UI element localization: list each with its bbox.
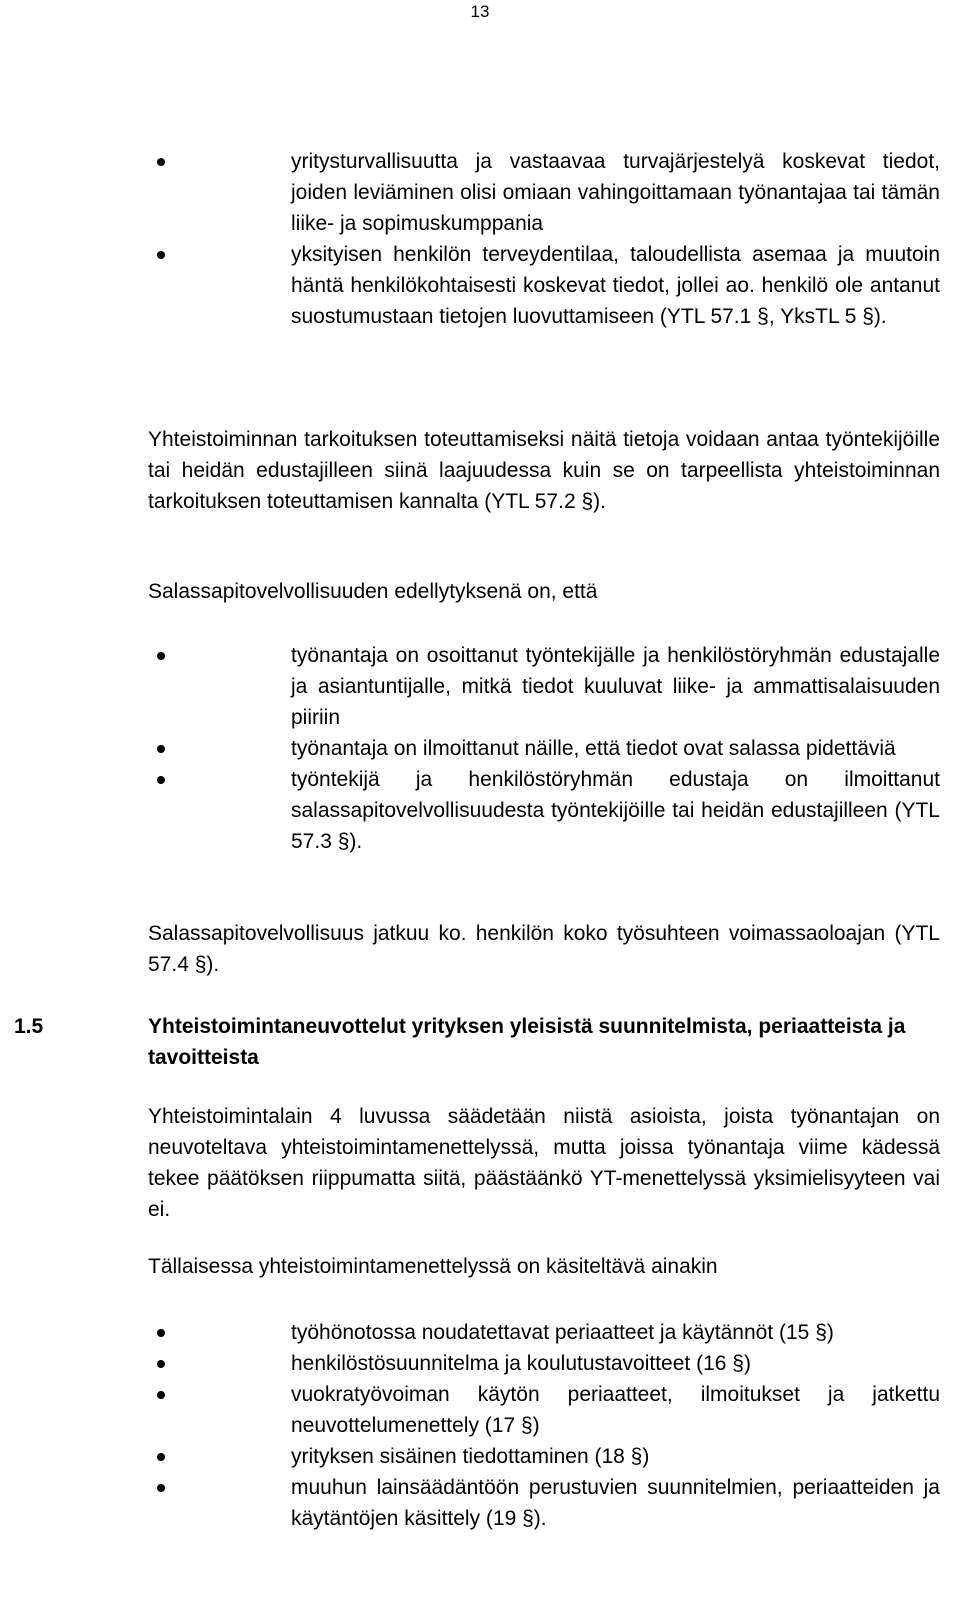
list-item: henkilöstösuunnitelma ja koulutustavoitteet (16 §) bbox=[0, 1348, 940, 1379]
list-item: yritysturvallisuutta ja vastaavaa turvajärjestelyä koskevat tiedot, joiden leviäminen olisi omiaan vahingoittamaan työnantajaa tai tämän liike- ja sopimuskumppania bbox=[0, 146, 940, 239]
section-heading: Yhteistoimintaneuvottelut yrityksen yleisistä suunnitelmista, periaatteista ja tavoitteista bbox=[148, 1015, 906, 1069]
paragraph: Salassapitovelvollisuuden edellytyksenä on, että bbox=[148, 580, 598, 603]
page-number: 13 bbox=[470, 2, 490, 21]
confidential-info-list bbox=[0, 146, 960, 332]
list-item: yrityksen sisäinen tiedottaminen (18 §) bbox=[0, 1441, 940, 1472]
list-item: työnantaja on ilmoittanut näille, että tiedot ovat salassa pidettäviä bbox=[0, 733, 940, 764]
section-number: 1.5 bbox=[14, 1015, 44, 1038]
paragraph: Salassapitovelvollisuus jatkuu ko. henkilön koko työsuhteen voimassaoloajan (YTL 57.4 §). bbox=[148, 922, 940, 976]
paragraph: Yhteistoiminnan tarkoituksen toteuttamiseksi näitä tietoja voidaan antaa työntekijöille tai heidän edustajilleen siinä laajuudessa kuin se on tarpeellista yhteistoiminnan tarkoituksen toteuttamisen kannalta (YTL 57.2 §). bbox=[148, 428, 940, 513]
paragraph: Yhteistoimintalain 4 luvussa säädetään niistä asioista, joista työnantajan on neuvoteltava yhteistoimintamenettelyssä, mutta joissa työnantaja viime kädessä tekee päätöksen riippumatta siitä, päästäänkö YT-menettelyssä yksimielisyyteen vai ei. bbox=[148, 1105, 940, 1221]
list-item: työhönotossa noudatettavat periaatteet ja käytännöt (15 §) bbox=[0, 1317, 940, 1348]
list-item: työnantaja on osoittanut työntekijälle ja henkilöstöryhmän edustajalle ja asiantuntijalle, mitkä tiedot kuuluvat liike- ja ammattisalaisuuden piiriin bbox=[0, 640, 940, 733]
confidentiality-conditions-list bbox=[0, 640, 960, 857]
paragraph: Tällaisessa yhteistoimintamenettelyssä on käsiteltävä ainakin bbox=[148, 1255, 718, 1278]
list-item: yksityisen henkilön terveydentilaa, taloudellista asemaa ja muutoin häntä henkilökohtaisesti koskevat tiedot, jollei ao. henkilö ole antanut suostumustaan tietojen luovuttamiseen (YTL 57.1 §, YksTL 5 §). bbox=[0, 239, 940, 332]
list-item: työntekijä ja henkilöstöryhmän edustaja on ilmoittanut salassapitovelvollisuudesta työntekijöille tai heidän edustajilleen (YTL 57.3 §). bbox=[0, 764, 940, 857]
topics-list bbox=[0, 1317, 960, 1534]
list-item: vuokratyövoiman käytön periaatteet, ilmoitukset ja jatkettu neuvottelumenettely (17 §) bbox=[0, 1379, 940, 1441]
list-item: muuhun lainsäädäntöön perustuvien suunnitelmien, periaatteiden ja käytäntöjen käsittely (19 §). bbox=[0, 1472, 940, 1534]
